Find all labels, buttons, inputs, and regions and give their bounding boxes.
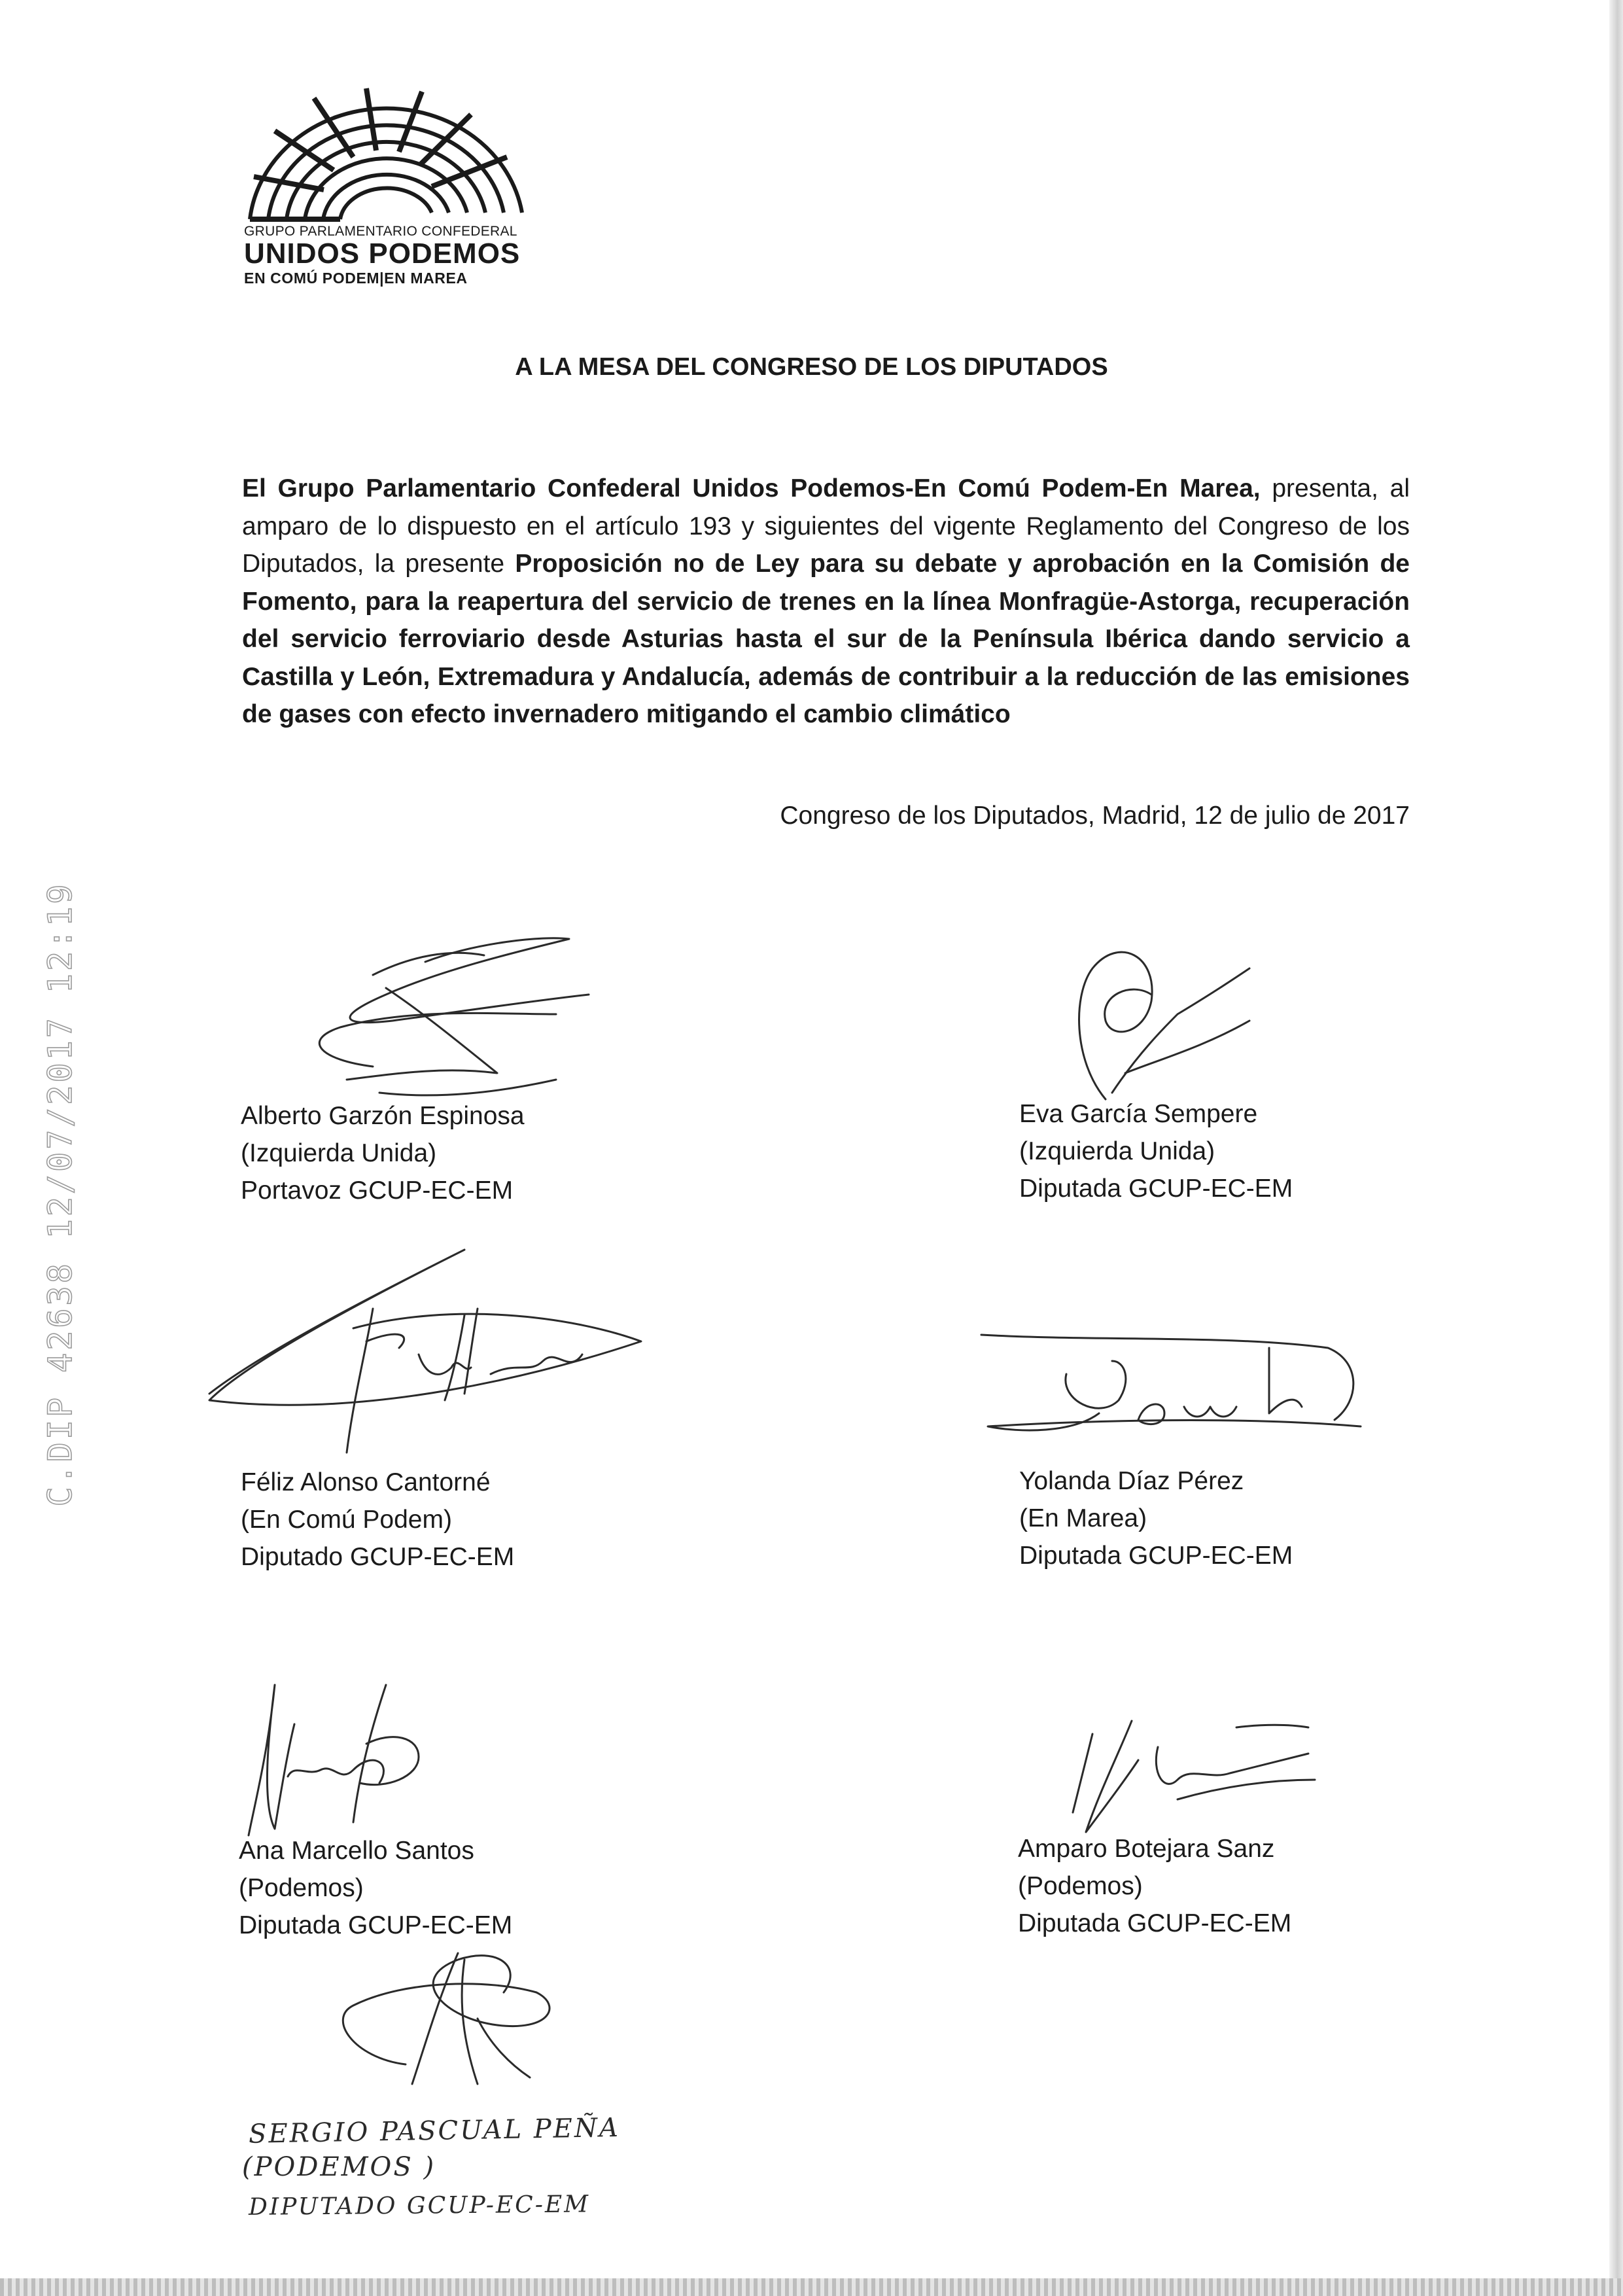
- signature-garzon: [281, 916, 621, 1106]
- signature-pascual: [327, 1940, 563, 2091]
- handwritten-party: (PODEMOS ): [242, 2152, 436, 2182]
- signatory-role: Diputada GCUP-EC-EM: [1018, 1909, 1292, 1937]
- body-group-name: El Grupo Parlamentario Confederal Unidos Podemos-En Comú Podem-En Marea,: [242, 474, 1261, 503]
- signatory-party: (En Marea): [1019, 1504, 1147, 1532]
- signatory-role: Diputada GCUP-EC-EM: [1019, 1174, 1293, 1203]
- signatory-role: Portavoz GCUP-EC-EM: [241, 1176, 514, 1205]
- handwritten-role: DIPUTADO GCUP-EC-EM: [248, 2191, 591, 2221]
- handwritten-signatory: [242, 2110, 837, 2224]
- handwritten-name: SERGIO PASCUAL PEÑA: [248, 2112, 621, 2149]
- signature-marcello: [222, 1672, 445, 1842]
- parliament-arc-icon: [242, 79, 530, 222]
- signatory-name: Ana Marcello Santos: [239, 1837, 474, 1865]
- signatory-party: (Izquierda Unida): [1019, 1137, 1215, 1165]
- signatory-party: (Izquierda Unida): [241, 1139, 437, 1167]
- signature-diaz: [968, 1322, 1374, 1466]
- signature-botejara: [1021, 1708, 1321, 1839]
- scan-bottom-edge: [0, 2278, 1623, 2296]
- signatory-name: Alberto Garzón Espinosa: [241, 1102, 525, 1130]
- signature-garcia: [1060, 942, 1263, 1112]
- logo-group-label: GRUPO PARLAMENTARIO CONFEDERAL: [244, 224, 517, 239]
- signatory-marcello: [239, 1832, 512, 1944]
- signatory-role: Diputada GCUP-EC-EM: [1019, 1542, 1293, 1570]
- party-logo: [242, 79, 530, 288]
- body-proposal: Proposición no de Ley para su debate y aprobación en la Comisión de Fomento, para la reapertura del servicio de trenes en la línea Monfragüe-Astorga, recuperación del servicio ferroviario desde Asturias hasta el sur de la Península Ibérica dando servicio a Castilla y León, Extremadura y Andalucía, además de contribuir a la reducción de las emisiones de gases con efecto invernadero mitigando el cambio climático: [242, 550, 1410, 728]
- document-title: A LA MESA DEL CONGRESO DE LOS DIPUTADOS: [515, 353, 1108, 381]
- signatory-party: (Podemos): [239, 1874, 364, 1902]
- signatory-name: Féliz Alonso Cantorné: [241, 1468, 491, 1496]
- signatory-name: Amparo Botejara Sanz: [1018, 1835, 1275, 1863]
- registry-stamp: [34, 851, 86, 1538]
- signatory-party: (Podemos): [1018, 1872, 1143, 1900]
- signatory-role: Diputado GCUP-EC-EM: [241, 1543, 515, 1571]
- signatory-alonso: [241, 1464, 514, 1576]
- signatory-garzon: [241, 1097, 525, 1209]
- signature-alonso: [203, 1243, 661, 1479]
- logo-coalition-label: EN COMÚ PODEM|EN MAREA: [244, 270, 468, 287]
- document-body: [242, 470, 1410, 733]
- signatory-garcia: [1019, 1095, 1293, 1207]
- scan-right-edge: [1609, 0, 1623, 2296]
- signatory-name: Yolanda Díaz Pérez: [1019, 1467, 1244, 1495]
- date-line: Congreso de los Diputados, Madrid, 12 de julio de 2017: [780, 802, 1410, 830]
- signatory-botejara: [1018, 1830, 1291, 1942]
- signatory-role: Diputada GCUP-EC-EM: [239, 1911, 513, 1939]
- registry-stamp-text: C.DIP 42638 12/07/2017 12:19: [41, 881, 79, 1507]
- signatory-name: Eva García Sempere: [1019, 1100, 1258, 1128]
- logo-party-name: UNIDOS PODEMOS: [244, 238, 521, 270]
- body-text-intro: presenta, al amparo de lo dispuesto en el artículo 193 y siguientes del vigente Reglamento del Congreso de los Diputados, la presente: [242, 474, 1410, 578]
- signatory-diaz: [1019, 1462, 1293, 1574]
- signatory-party: (En Comú Podem): [241, 1506, 452, 1534]
